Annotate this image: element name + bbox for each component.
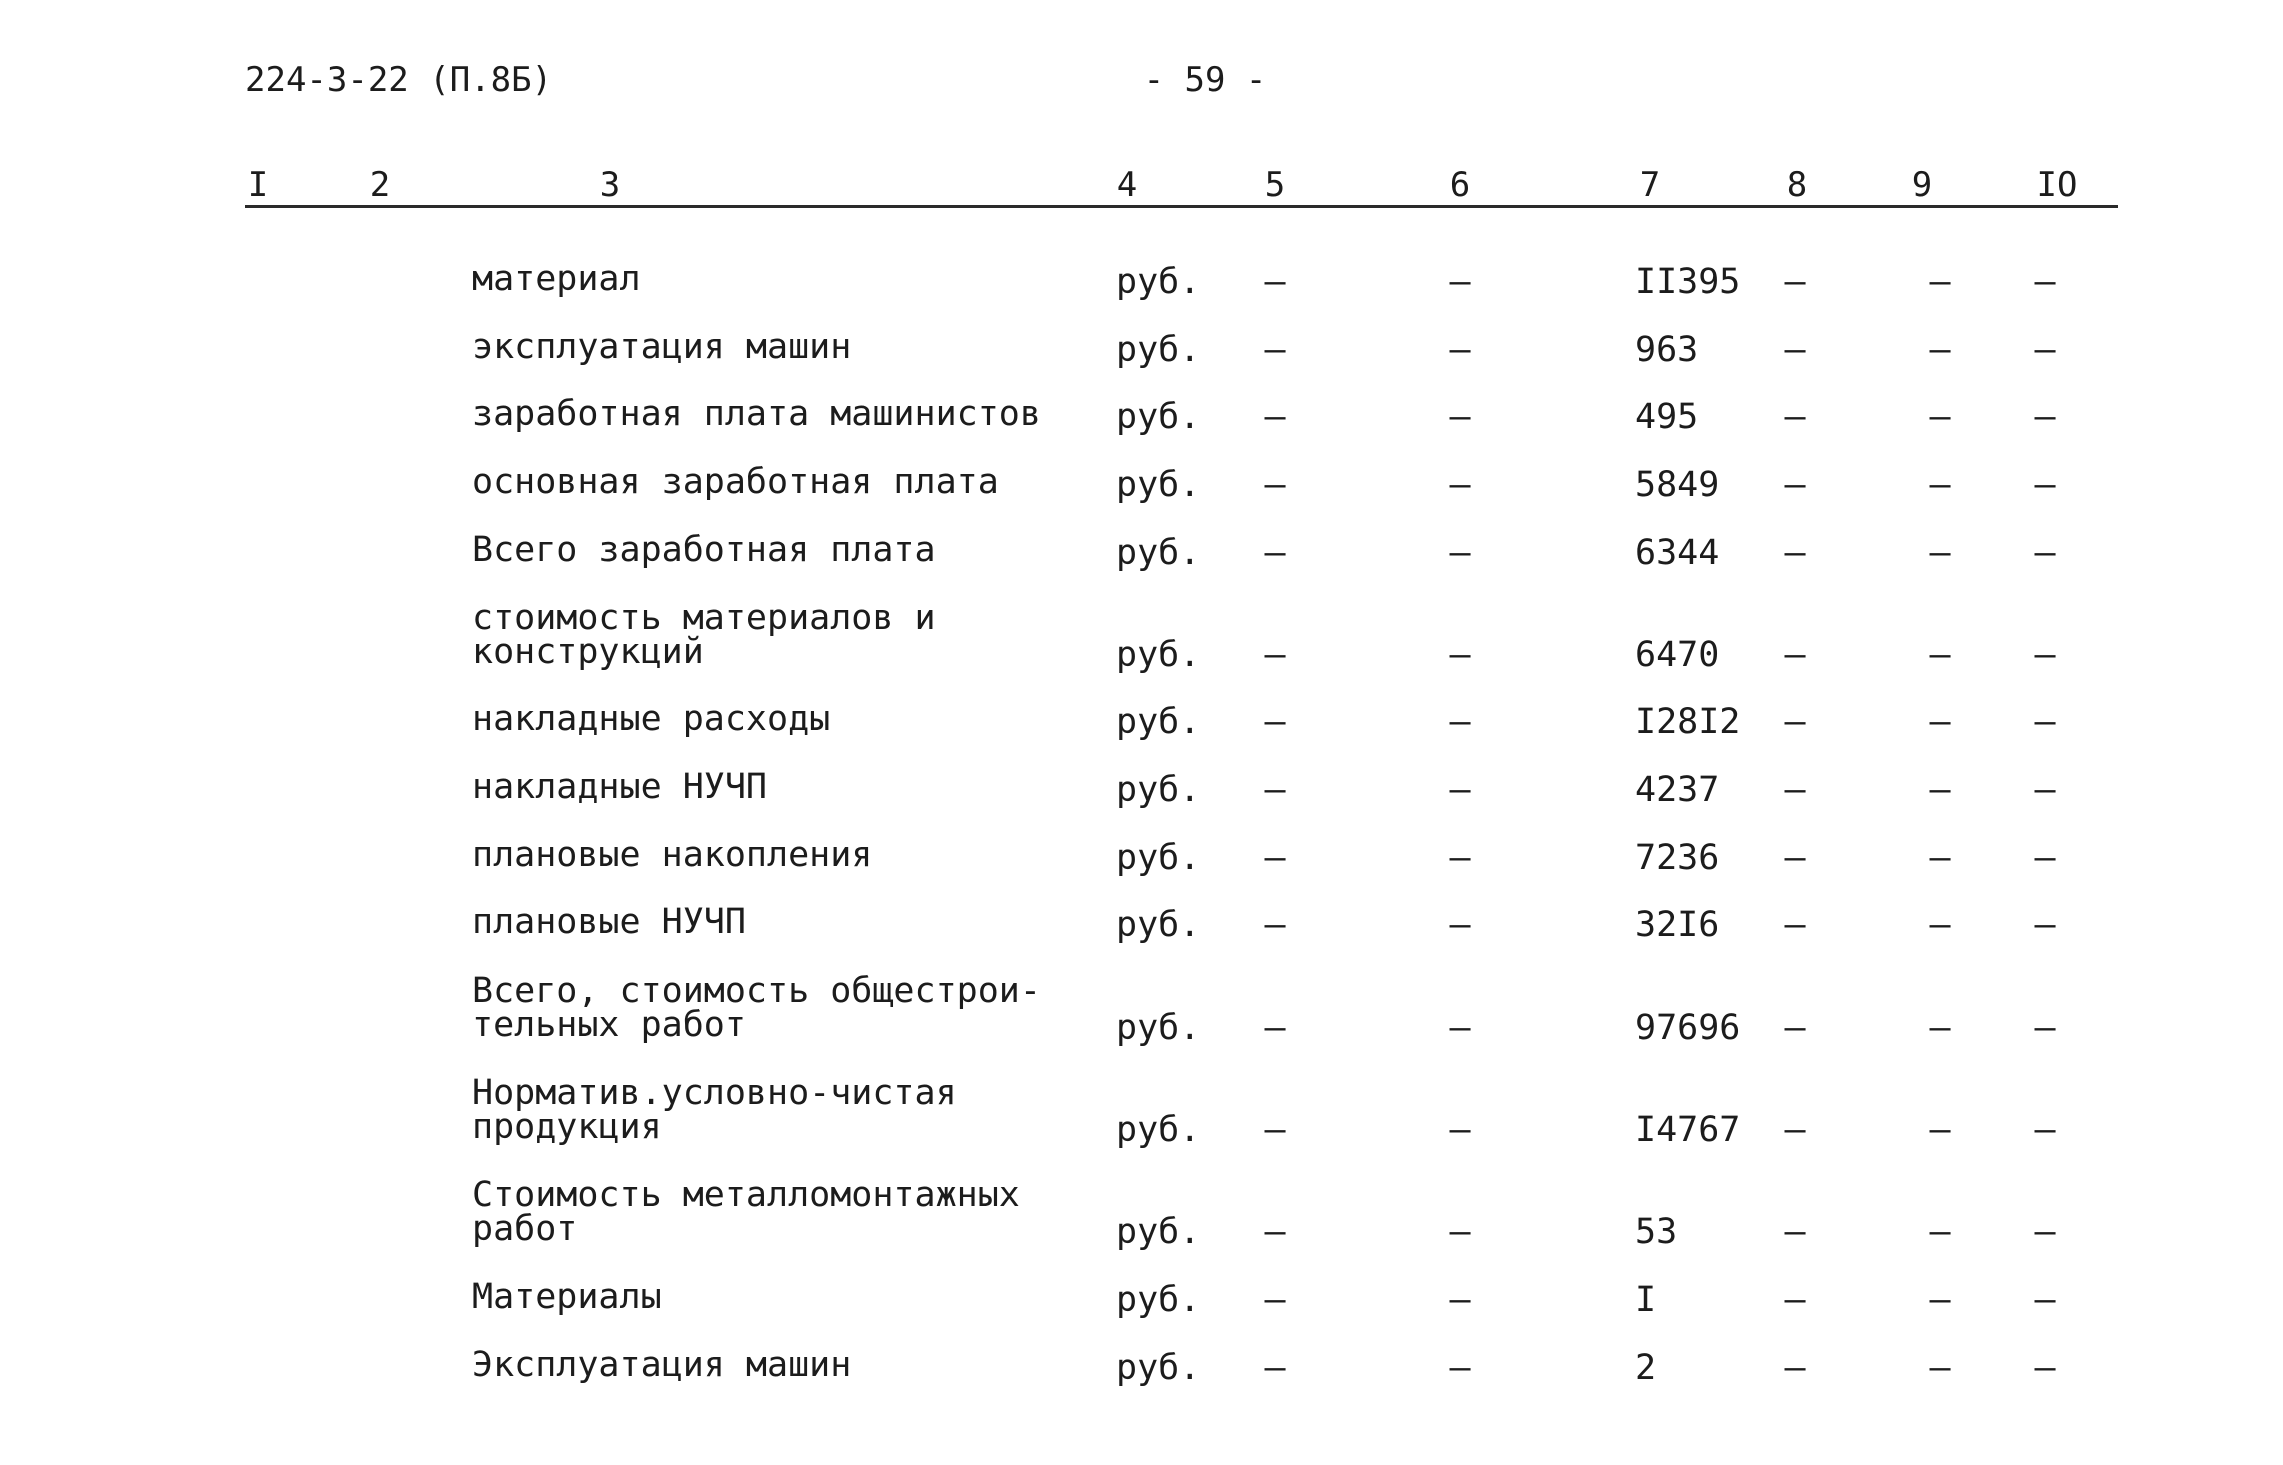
row-col5: – [1264,465,1286,505]
row-unit: руб. [1116,1280,1201,1320]
row-col10: – [2034,533,2056,573]
row-col9: – [1929,770,1951,810]
row-value: 963 [1635,330,1699,370]
column-header-2: 2 [369,165,391,205]
row-value: I4767 [1635,1110,1741,1150]
row-value: 495 [1635,397,1699,437]
row-col9: – [1929,1110,1951,1150]
column-header-6: 6 [1449,165,1471,205]
row-col6: – [1449,1280,1471,1320]
row-name-line: Всего заработная плата [472,530,936,570]
row-col9: – [1929,905,1951,945]
row-col6: – [1449,465,1471,505]
row-name-line: плановые НУЧП [472,902,746,942]
row-col10: – [2034,905,2056,945]
row-col5: – [1264,635,1286,675]
row-value: II395 [1635,262,1741,302]
row-col8: – [1784,262,1806,302]
document-code: 224-3-22 (П.8Б) [245,60,553,100]
row-name [472,394,1041,434]
row-col5: – [1264,330,1286,370]
row-col6: – [1449,1348,1471,1388]
row-name-line: основная заработная плата [472,462,999,502]
row-col6: – [1449,1212,1471,1252]
row-value: 7236 [1635,838,1720,878]
header-rule [245,205,2118,208]
row-name-line: Всего, стоимость общестрои- [472,971,1041,1011]
column-header-7: 7 [1639,165,1661,205]
row-col8: – [1784,1008,1806,1048]
row-col6: – [1449,1008,1471,1048]
row-unit: руб. [1116,262,1201,302]
row-col9: – [1929,635,1951,675]
row-name [472,1175,1020,1249]
row-name [472,767,768,807]
row-unit: руб. [1116,465,1201,505]
column-header-5: 5 [1264,165,1286,205]
row-name-line: продукция [472,1107,662,1147]
row-name-line: Норматив.условно-чистая [472,1073,957,1113]
row-col5: – [1264,1280,1286,1320]
row-unit: руб. [1116,533,1201,573]
row-col10: – [2034,1212,2056,1252]
row-col9: – [1929,1348,1951,1388]
row-col8: – [1784,397,1806,437]
row-col9: – [1929,1008,1951,1048]
row-name [472,1345,852,1385]
row-col9: – [1929,702,1951,742]
row-name [472,598,936,672]
row-col10: – [2034,1280,2056,1320]
row-unit: руб. [1116,397,1201,437]
row-col6: – [1449,262,1471,302]
row-col6: – [1449,533,1471,573]
row-name-line: эксплуатация машин [472,327,852,367]
row-col10: – [2034,1110,2056,1150]
row-col10: – [2034,465,2056,505]
row-unit: руб. [1116,1348,1201,1388]
row-unit: руб. [1116,838,1201,878]
row-unit: руб. [1116,905,1201,945]
row-col5: – [1264,702,1286,742]
row-name [472,327,852,367]
row-col6: – [1449,838,1471,878]
row-col5: – [1264,770,1286,810]
row-col5: – [1264,397,1286,437]
row-name-line: материал [472,259,641,299]
column-header-1: I [247,165,269,205]
row-col10: – [2034,702,2056,742]
row-value: 5849 [1635,465,1720,505]
row-col10: – [2034,1008,2056,1048]
row-name [472,530,936,570]
row-col9: – [1929,533,1951,573]
row-value: 32I6 [1635,905,1720,945]
row-name-line: стоимость материалов и [472,598,936,638]
row-col10: – [2034,770,2056,810]
row-col9: – [1929,397,1951,437]
column-header-10: IO [2036,165,2078,205]
row-value: I [1635,1280,1657,1320]
row-col10: – [2034,838,2056,878]
row-name-line: накладные НУЧП [472,767,768,807]
row-col9: – [1929,1212,1951,1252]
row-col5: – [1264,1348,1286,1388]
row-col8: – [1784,838,1806,878]
row-name [472,462,999,502]
row-col10: – [2034,1348,2056,1388]
page-number: - 59 - [1143,60,1267,100]
row-name [472,259,641,299]
row-col6: – [1449,702,1471,742]
row-unit: руб. [1116,1110,1201,1150]
row-name-line: тельных работ [472,1005,746,1045]
row-name [472,835,873,875]
row-col8: – [1784,905,1806,945]
row-name [472,971,1041,1045]
row-col5: – [1264,533,1286,573]
row-name-line: плановые накопления [472,835,873,875]
row-col6: – [1449,1110,1471,1150]
column-header-9: 9 [1911,165,1933,205]
row-name [472,1277,662,1317]
row-col9: – [1929,262,1951,302]
row-col5: – [1264,1008,1286,1048]
row-col10: – [2034,330,2056,370]
row-value: 6470 [1635,635,1720,675]
row-col5: – [1264,262,1286,302]
column-header-8: 8 [1786,165,1808,205]
row-unit: руб. [1116,635,1201,675]
column-header-3: 3 [599,165,621,205]
column-header-4: 4 [1116,165,1138,205]
row-col9: – [1929,838,1951,878]
row-name-line: заработная плата машинистов [472,394,1041,434]
row-name-line: Стоимость металломонтажных [472,1175,1020,1215]
row-col5: – [1264,838,1286,878]
row-name-line: накладные расходы [472,699,831,739]
row-name [472,902,746,942]
row-name-line: конструкций [472,632,704,672]
row-value: I28I2 [1635,702,1741,742]
row-value: 6344 [1635,533,1720,573]
row-col6: – [1449,905,1471,945]
row-value: 53 [1635,1212,1678,1252]
row-unit: руб. [1116,1008,1201,1048]
row-unit: руб. [1116,330,1201,370]
row-col8: – [1784,702,1806,742]
row-col8: – [1784,1212,1806,1252]
row-col8: – [1784,465,1806,505]
row-col6: – [1449,330,1471,370]
row-col8: – [1784,770,1806,810]
row-col8: – [1784,635,1806,675]
row-name [472,1073,957,1147]
row-col8: – [1784,1348,1806,1388]
row-name-line: Материалы [472,1277,662,1317]
row-col9: – [1929,465,1951,505]
row-col6: – [1449,770,1471,810]
row-col8: – [1784,1110,1806,1150]
row-col10: – [2034,635,2056,675]
row-value: 4237 [1635,770,1720,810]
row-col10: – [2034,397,2056,437]
row-col10: – [2034,262,2056,302]
row-unit: руб. [1116,1212,1201,1252]
row-col6: – [1449,397,1471,437]
row-name [472,699,831,739]
row-col8: – [1784,533,1806,573]
row-value: 2 [1635,1348,1657,1388]
row-col5: – [1264,905,1286,945]
row-name-line: Эксплуатация машин [472,1345,852,1385]
row-unit: руб. [1116,702,1201,742]
row-value: 97696 [1635,1008,1741,1048]
row-col8: – [1784,330,1806,370]
row-name-line: работ [472,1209,578,1249]
row-col5: – [1264,1212,1286,1252]
row-col5: – [1264,1110,1286,1150]
row-col6: – [1449,635,1471,675]
row-unit: руб. [1116,770,1201,810]
row-col9: – [1929,330,1951,370]
row-col8: – [1784,1280,1806,1320]
row-col9: – [1929,1280,1951,1320]
